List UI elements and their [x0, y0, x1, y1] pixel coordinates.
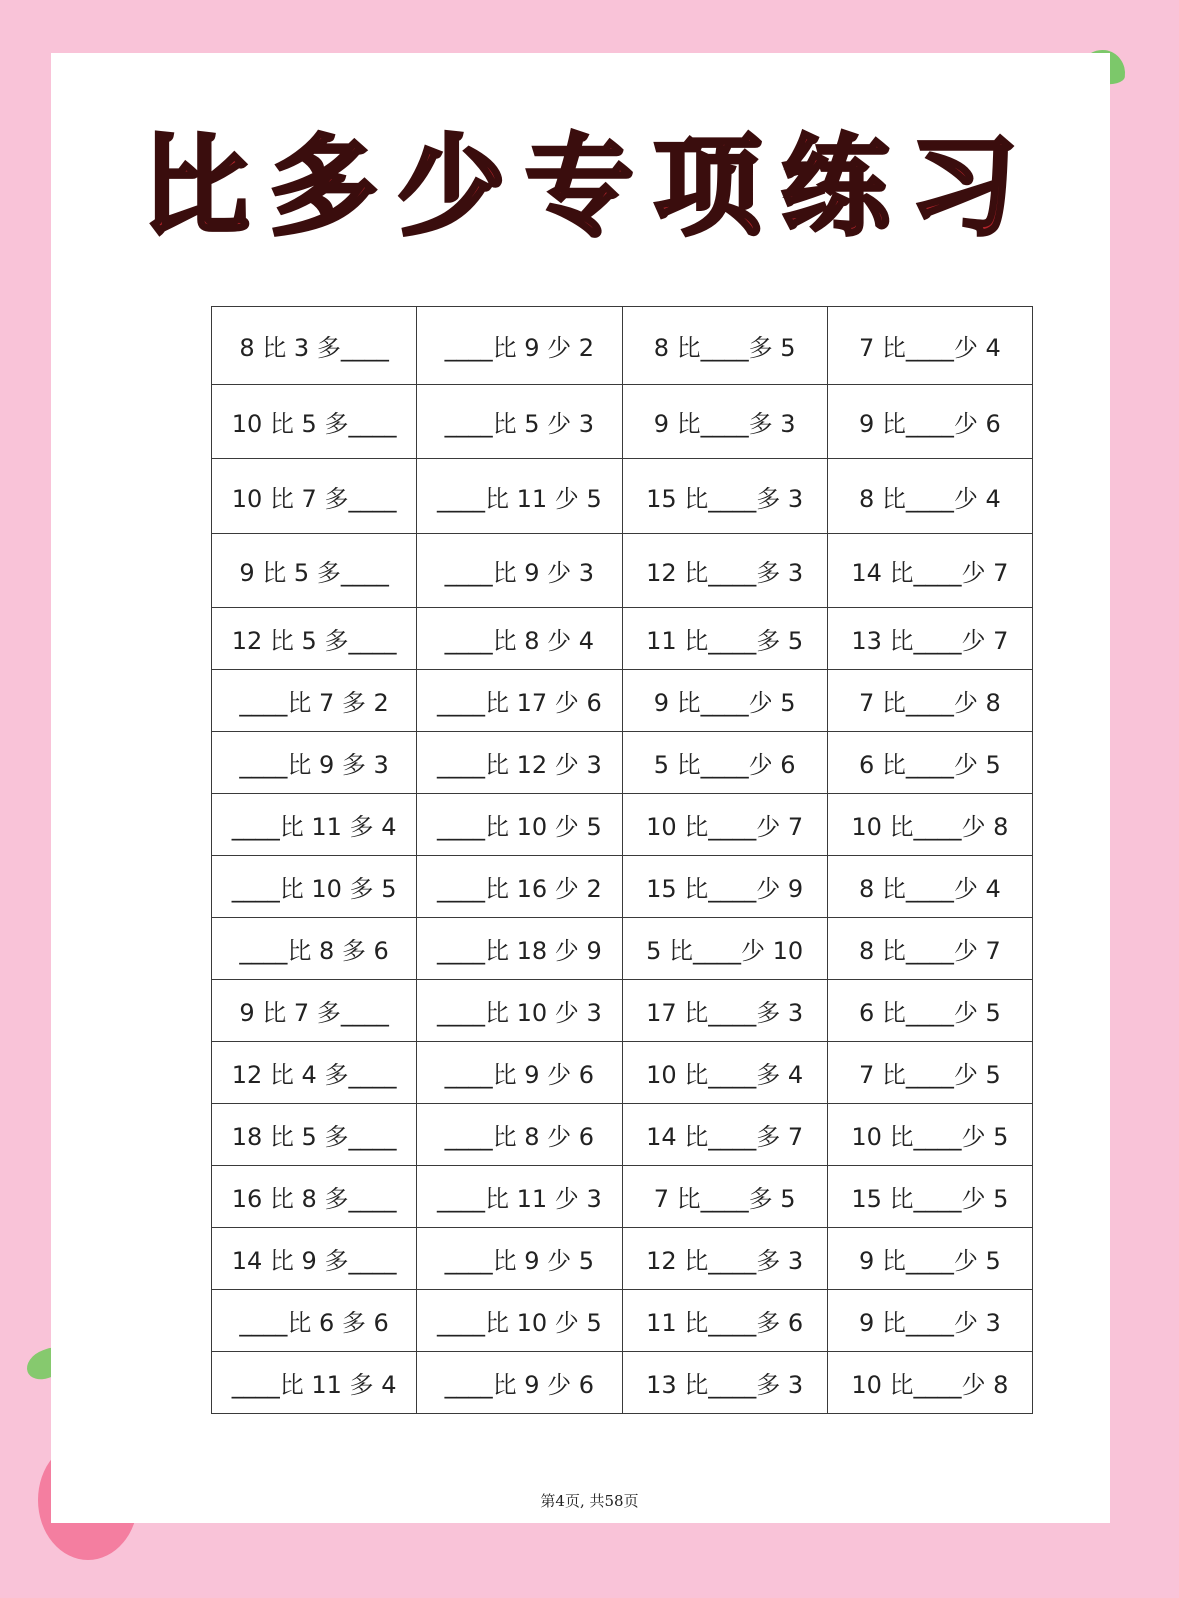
exercise-cell: 8 比____少 4: [827, 459, 1032, 534]
exercise-cell: ____比 16 少 2: [417, 856, 622, 918]
table-row: [212, 918, 1033, 980]
exercise-cell: 10 比 7 多____: [212, 459, 417, 534]
exercise-cell: 7 比____少 4: [827, 307, 1032, 385]
exercise-cell: 9 比____少 3: [827, 1290, 1032, 1352]
exercise-cell: 7 比____少 8: [827, 670, 1032, 732]
exercise-cell: 9 比 7 多____: [212, 980, 417, 1042]
exercise-cell: ____比 9 少 3: [417, 534, 622, 608]
table-row: [212, 794, 1033, 856]
exercise-cell: 10 比____少 8: [827, 794, 1032, 856]
exercise-cell: 10 比 5 多____: [212, 385, 417, 459]
exercise-cell: ____比 8 少 6: [417, 1104, 622, 1166]
exercise-cell: 5 比____少 6: [622, 732, 827, 794]
exercise-cell: 15 比____少 9: [622, 856, 827, 918]
exercise-cell: 14 比____多 7: [622, 1104, 827, 1166]
exercise-cell: ____比 9 多 3: [212, 732, 417, 794]
exercise-cell: ____比 7 多 2: [212, 670, 417, 732]
exercise-cell: ____比 6 多 6: [212, 1290, 417, 1352]
page-number: 第4页, 共58页: [540, 1492, 639, 1510]
exercise-cell: 10 比____少 8: [827, 1352, 1032, 1414]
exercise-cell: ____比 5 少 3: [417, 385, 622, 459]
table-row: [212, 1042, 1033, 1104]
exercise-cell: 9 比 5 多____: [212, 534, 417, 608]
exercise-cell: ____比 11 多 4: [212, 794, 417, 856]
exercise-cell: 15 比____多 3: [622, 459, 827, 534]
exercise-cell: 6 比____少 5: [827, 980, 1032, 1042]
exercise-cell: 12 比 5 多____: [212, 608, 417, 670]
exercise-table: [211, 306, 1033, 1414]
exercise-cell: 13 比____多 3: [622, 1352, 827, 1414]
exercise-cell: 14 比____少 7: [827, 534, 1032, 608]
exercise-cell: 10 比____少 7: [622, 794, 827, 856]
exercise-cell: 8 比____少 7: [827, 918, 1032, 980]
exercise-cell: 8 比____多 5: [622, 307, 827, 385]
exercise-cell: 7 比____少 5: [827, 1042, 1032, 1104]
exercise-cell: 6 比____少 5: [827, 732, 1032, 794]
exercise-cell: 9 比____多 3: [622, 385, 827, 459]
exercise-cell: ____比 9 少 6: [417, 1352, 622, 1414]
table-row: [212, 534, 1033, 608]
exercise-cell: ____比 9 少 6: [417, 1042, 622, 1104]
exercise-cell: 12 比 4 多____: [212, 1042, 417, 1104]
exercise-cell: 9 比____少 6: [827, 385, 1032, 459]
table-row: [212, 608, 1033, 670]
exercise-cell: 14 比 9 多____: [212, 1228, 417, 1290]
exercise-cell: 12 比____多 3: [622, 1228, 827, 1290]
table-row: [212, 1290, 1033, 1352]
exercise-cell: 5 比____少 10: [622, 918, 827, 980]
exercise-cell: 9 比____少 5: [622, 670, 827, 732]
table-row: [212, 732, 1033, 794]
exercise-cell: ____比 12 少 3: [417, 732, 622, 794]
exercise-cell: 18 比 5 多____: [212, 1104, 417, 1166]
table-row: [212, 980, 1033, 1042]
exercise-cell: ____比 8 少 4: [417, 608, 622, 670]
exercise-cell: 9 比____少 5: [827, 1228, 1032, 1290]
exercise-cell: 10 比____少 5: [827, 1104, 1032, 1166]
exercise-cell: ____比 11 少 3: [417, 1166, 622, 1228]
page-title: 比多少专项练习: [141, 125, 1038, 250]
exercise-cell: ____比 9 少 2: [417, 307, 622, 385]
exercise-cell: ____比 11 少 5: [417, 459, 622, 534]
exercise-cell: 10 比____多 4: [622, 1042, 827, 1104]
exercise-cell: ____比 18 少 9: [417, 918, 622, 980]
exercise-cell: ____比 10 少 5: [417, 794, 622, 856]
exercise-cell: 15 比____少 5: [827, 1166, 1032, 1228]
table-row: [212, 1166, 1033, 1228]
exercise-cell: ____比 10 多 5: [212, 856, 417, 918]
table-row: [212, 670, 1033, 732]
table-row: [212, 1104, 1033, 1166]
exercise-cell: 7 比____多 5: [622, 1166, 827, 1228]
table-row: [212, 385, 1033, 459]
exercise-cell: 12 比____多 3: [622, 534, 827, 608]
exercise-cell: ____比 8 多 6: [212, 918, 417, 980]
exercise-cell: 16 比 8 多____: [212, 1166, 417, 1228]
exercise-cell: ____比 17 少 6: [417, 670, 622, 732]
exercise-cell: ____比 10 少 5: [417, 1290, 622, 1352]
exercise-cell: 8 比 3 多____: [212, 307, 417, 385]
exercise-cell: ____比 9 少 5: [417, 1228, 622, 1290]
table-row: [212, 856, 1033, 918]
exercise-cell: ____比 11 多 4: [212, 1352, 417, 1414]
table-row: [212, 307, 1033, 385]
exercise-cell: 17 比____多 3: [622, 980, 827, 1042]
exercise-cell: ____比 10 少 3: [417, 980, 622, 1042]
exercise-cell: 13 比____少 7: [827, 608, 1032, 670]
table-row: [212, 1352, 1033, 1414]
exercise-cell: 11 比____多 6: [622, 1290, 827, 1352]
table-row: [212, 1228, 1033, 1290]
exercise-cell: 8 比____少 4: [827, 856, 1032, 918]
exercise-cell: 11 比____多 5: [622, 608, 827, 670]
table-row: [212, 459, 1033, 534]
